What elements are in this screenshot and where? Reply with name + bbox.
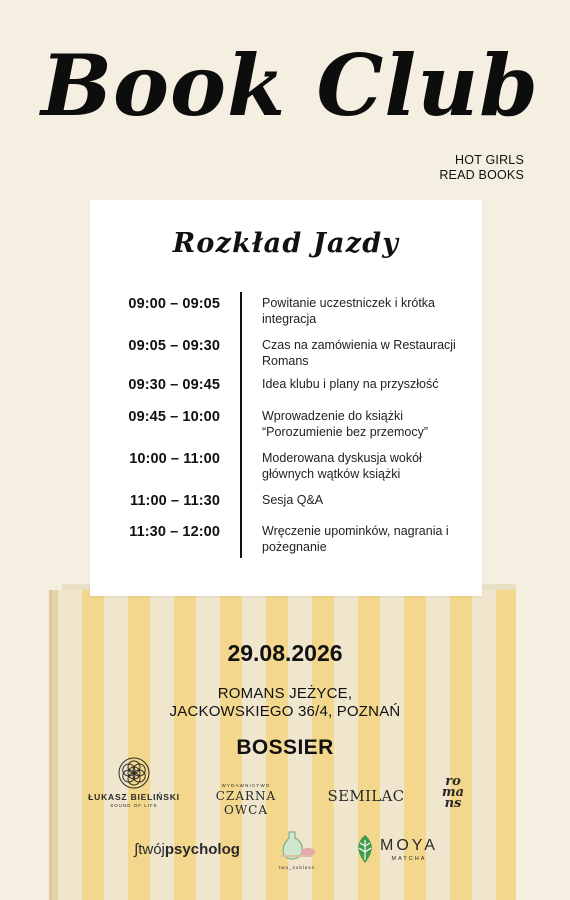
logo-bottle-text: two_sobless <box>279 865 315 870</box>
schedule-divider <box>240 292 242 558</box>
tagline-line-2: READ BOOKS <box>439 168 524 182</box>
logo-romans-line-2: ma <box>441 785 465 800</box>
leaf-icon <box>354 834 376 864</box>
page-title: Book Club <box>40 36 540 135</box>
logo-semilac: SEMILAC <box>327 787 405 805</box>
logo-twoj: twój <box>138 841 165 858</box>
logo-twoj-psycholog <box>124 841 250 858</box>
logo-romans-line-1: ro <box>445 774 461 789</box>
logo-lukasz-bielinski <box>88 756 180 808</box>
bottle-icon <box>275 830 319 860</box>
schedule-desc: Idea klubu i plany na przyszłość <box>262 377 439 391</box>
venue-line-1: ROMANS JEŻYCE, <box>217 685 353 702</box>
tagline-line-1: HOT GIRLS <box>455 153 524 167</box>
logo-matcha: MATCHA <box>391 855 427 862</box>
squiggle-icon: ∫ <box>134 841 139 858</box>
logo-moya-text <box>380 837 438 862</box>
event-date: 29.08.2026 <box>227 640 343 666</box>
logo-czarna-owca-name: CZARNA OWCA <box>215 789 277 817</box>
schedule-desc: Wręczenie upominków, nagrania i pożegnanie <box>262 524 449 554</box>
venue-line-2: JACKOWSKIEGO 36/4, POZNAŃ <box>169 703 401 720</box>
logo-romans-line-3: ns <box>444 796 462 811</box>
logo-psycholog: psycholog <box>164 841 240 858</box>
logo-czarna-owca-small: WYDAWNICTWO <box>221 783 271 788</box>
schedule-desc: Czas na zamówienia w Restauracji Romans <box>262 338 456 368</box>
schedule-time: 11:00 – 11:30 <box>130 493 220 509</box>
schedule-desc: Moderowana dyskusja wokół głównych wątków książki <box>262 451 422 481</box>
event-venue <box>0 685 570 721</box>
tagline <box>439 153 524 183</box>
schedule-desc: Wprowadzenie do książki “Porozumienie bez przemocy” <box>262 409 429 439</box>
schedule-desc: Sesja Q&A <box>262 493 324 507</box>
logo-lukasz-name: ŁUKASZ BIELIŃSKI <box>88 792 180 802</box>
logo-bottle-brand <box>266 830 328 870</box>
logo-romans <box>430 776 476 809</box>
logo-czarna-owca <box>196 783 296 817</box>
flower-of-life-icon <box>117 756 151 790</box>
schedule-time: 10:00 – 11:00 <box>129 451 220 467</box>
logo-moya-name: MOYA <box>380 836 438 854</box>
schedule-time: 11:30 – 12:00 <box>129 524 220 540</box>
schedule-time: 09:05 – 09:30 <box>128 338 220 354</box>
schedule-title: Rozkład Jazdy <box>172 228 400 259</box>
schedule-time: 09:45 – 10:00 <box>128 409 220 425</box>
schedule-time: 09:00 – 09:05 <box>128 296 220 312</box>
schedule-time: 09:30 – 09:45 <box>128 377 220 393</box>
logo-moya-matcha <box>354 834 454 864</box>
main-sponsor: BOSSIER <box>236 736 334 759</box>
schedule-card <box>90 200 482 596</box>
logo-lukasz-sub: SOUND OF LIFE <box>110 803 158 808</box>
schedule-desc: Powitanie uczestniczek i krótka integracja <box>262 296 435 326</box>
